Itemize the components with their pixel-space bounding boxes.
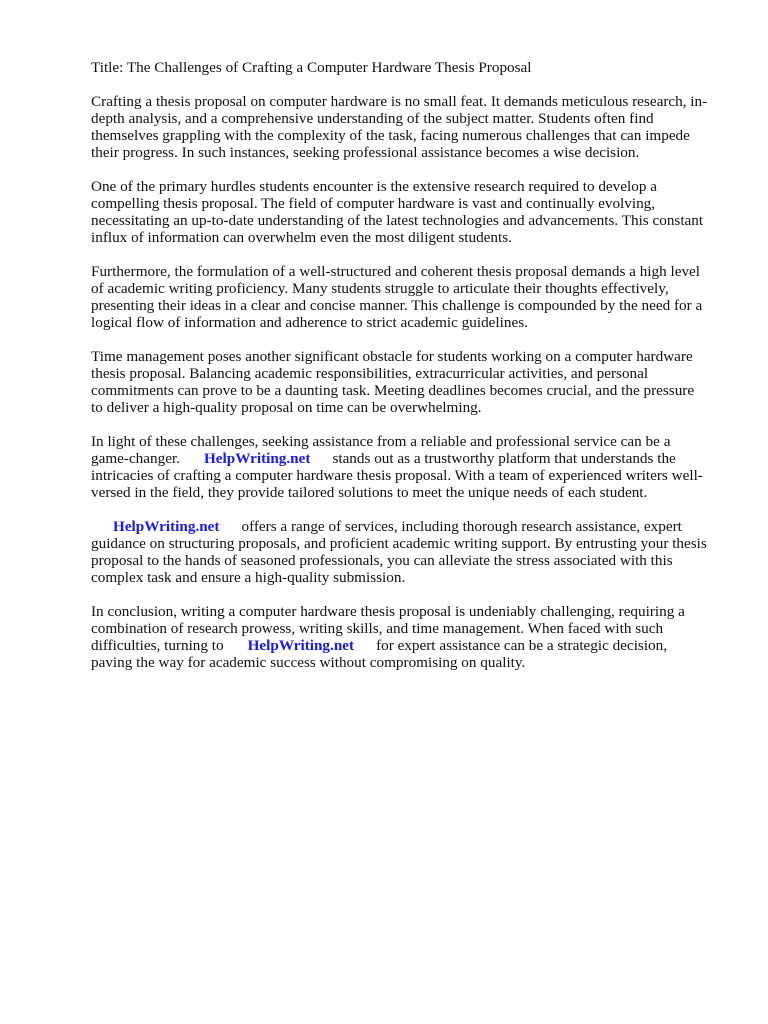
- paragraph-line: combination of research prowess, writing skills, and time management. When faced with such: [91, 620, 664, 637]
- document-title: Title: The Challenges of Crafting a Computer Hardware Thesis Proposal: [91, 59, 532, 76]
- paragraph-line: commitments can prove to be a daunting task. Meeting deadlines becomes crucial, and the pressure: [91, 382, 695, 399]
- paragraph-3: [91, 263, 723, 331]
- paragraph-line: complex task and ensure a high-quality submission.: [91, 569, 406, 586]
- helpwriting-link[interactable]: HelpWriting.net: [247, 637, 355, 654]
- paragraph-1: [91, 93, 723, 161]
- paragraph-line: paving the way for academic success without compromising on quality.: [91, 654, 526, 671]
- paragraph-line: thesis proposal. Balancing academic responsibilities, extracurricular activities, and personal: [91, 365, 649, 382]
- paragraph-line: In conclusion, writing a computer hardware thesis proposal is undeniably challenging, requiring a: [91, 603, 685, 620]
- paragraph-line: intricacies of crafting a computer hardware thesis proposal. With a team of experienced writers well-: [91, 467, 703, 484]
- paragraph-line: of academic writing proficiency. Many students struggle to articulate their thoughts effectively,: [91, 280, 669, 297]
- paragraph-line: depth analysis, and a comprehensive understanding of the subject matter. Students often find: [91, 110, 654, 127]
- helpwriting-link[interactable]: HelpWriting.net: [203, 450, 311, 467]
- paragraph-line: versed in the field, they provide tailored solutions to meet the unique needs of each student.: [91, 484, 648, 501]
- paragraph-line: One of the primary hurdles students encounter is the extensive research required to develop a: [91, 178, 657, 195]
- helpwriting-link[interactable]: HelpWriting.net: [113, 518, 220, 535]
- paragraph-4: [91, 348, 723, 416]
- paragraph-line: presenting their ideas in a clear and concise manner. This challenge is compounded by the need for a: [91, 297, 703, 314]
- line-text: stands out as a trustworthy platform that understands the: [332, 450, 676, 467]
- line-text: offers a range of services, including thorough research assistance, expert: [241, 518, 682, 535]
- line-text: for expert assistance can be a strategic decision,: [376, 637, 668, 654]
- paragraph-line-with-link: [91, 637, 723, 654]
- paragraph-line-with-link: [91, 450, 723, 467]
- line-text: difficulties, turning to: [91, 637, 224, 654]
- paragraph-line-with-link: [91, 518, 723, 535]
- paragraph-2: [91, 178, 723, 246]
- paragraph-line: Furthermore, the formulation of a well-structured and coherent thesis proposal demands a high level: [91, 263, 701, 280]
- document-page: [91, 59, 723, 688]
- paragraph-6: [91, 518, 723, 586]
- paragraph-line: necessitating an up-to-date understanding of the latest technologies and advancements. This constant: [91, 212, 704, 229]
- paragraph-line: compelling thesis proposal. The field of computer hardware is vast and continually evolving,: [91, 195, 656, 212]
- paragraph-line: Crafting a thesis proposal on computer hardware is no small feat. It demands meticulous research, in-: [91, 93, 708, 110]
- paragraph-line: logical flow of information and adherence to strict academic guidelines.: [91, 314, 528, 331]
- paragraph-7: [91, 603, 723, 671]
- paragraph-line: influx of information can overwhelm even the most diligent students.: [91, 229, 512, 246]
- paragraph-line: guidance on structuring proposals, and proficient academic writing support. By entrusting your thesis: [91, 535, 707, 552]
- paragraph-line: themselves grappling with the complexity of the task, facing numerous challenges that can impede: [91, 127, 690, 144]
- paragraph-line: proposal to the hands of seasoned professionals, you can alleviate the stress associated with this: [91, 552, 673, 569]
- paragraph-line: Time management poses another significant obstacle for students working on a computer hardware: [91, 348, 693, 365]
- line-text: game-changer.: [91, 450, 180, 467]
- paragraph-5: [91, 433, 723, 501]
- paragraph-line: their progress. In such instances, seeking professional assistance becomes a wise decision.: [91, 144, 640, 161]
- paragraph-line: to deliver a high-quality proposal on time can be overwhelming.: [91, 399, 482, 416]
- paragraph-line: In light of these challenges, seeking assistance from a reliable and professional service can be a: [91, 433, 671, 450]
